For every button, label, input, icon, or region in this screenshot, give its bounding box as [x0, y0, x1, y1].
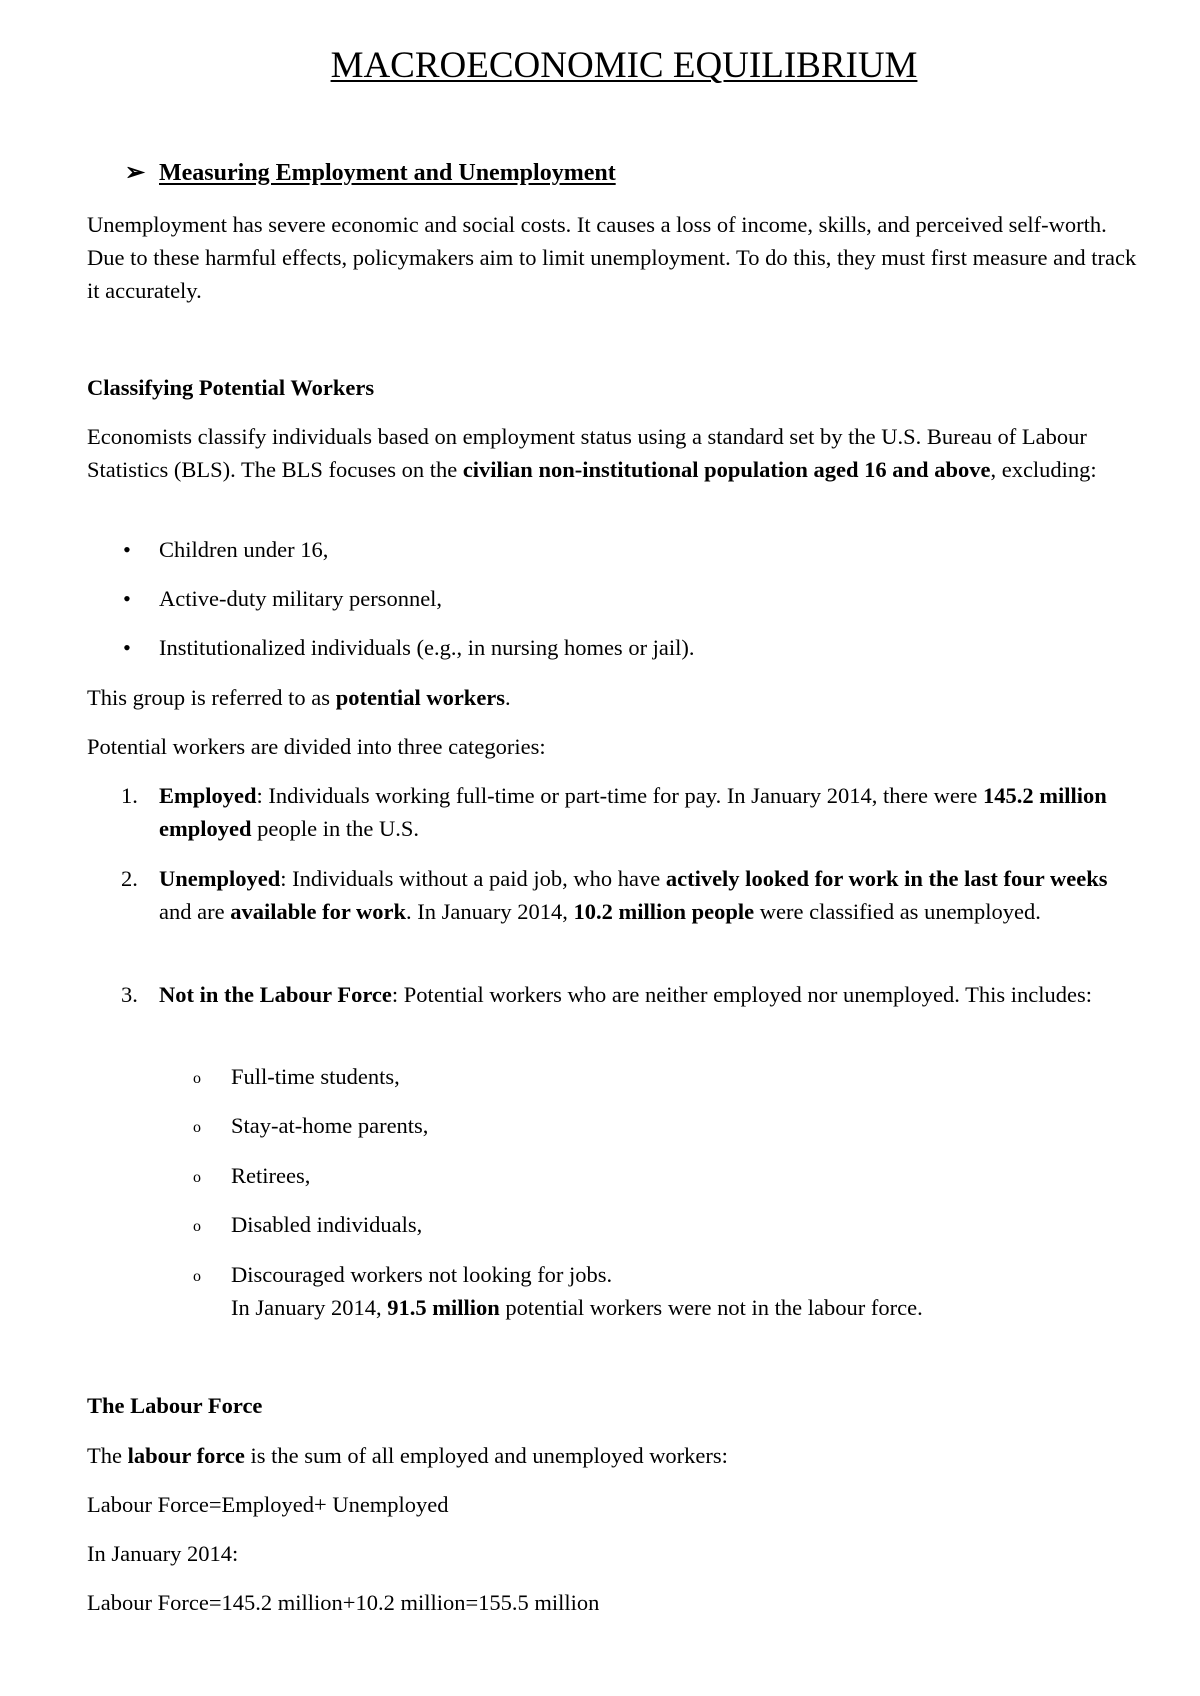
sub-list-item: o Retirees,	[193, 1159, 310, 1194]
circle-bullet-icon: o	[193, 1218, 201, 1236]
circle-bullet-icon: o	[193, 1169, 201, 1187]
arrow-bullet-icon: ➢	[125, 160, 146, 186]
potential-workers-term: potential workers	[335, 685, 506, 710]
circle-bullet-icon: o	[193, 1268, 201, 1286]
not-in-labour-force-summary: In January 2014, 91.5 million potential workers were not in the labour force.	[231, 1295, 923, 1320]
labour-force-formula: Labour Force=Employed+ Unemployed	[87, 1492, 449, 1517]
category-unemployed: 2. Unemployed: Individuals without a paid job, who have actively looked for work in the last four weeks and are available for work. In January 2014, 10.2 million people were classified as unemployed.	[121, 862, 1141, 928]
sub-list-item: o Stay-at-home parents,	[193, 1109, 428, 1144]
classifying-heading: Classifying Potential Workers	[87, 375, 375, 400]
sub-list-item: o Disabled individuals,	[193, 1208, 422, 1243]
list-number: 2.	[121, 866, 138, 891]
labour-force-definition: The labour force is the sum of all employed and unemployed workers:	[87, 1443, 728, 1468]
labour-force-term: labour force	[127, 1443, 245, 1468]
page-title: MACROECONOMIC EQUILIBRIUM	[330, 45, 918, 86]
exclusion-item: • Institutionalized individuals (e.g., in nursing homes or jail).	[123, 631, 695, 664]
category-label: Not in the Labour Force	[159, 982, 392, 1007]
classifying-paragraph: Economists classify individuals based on employment status using a standard set by the U.S. Bureau of Labour Statistics (BLS). The BLS focuses on the civilian non-institutional population aged 16 and above, excluding:	[87, 424, 1097, 482]
list-number: 1.	[121, 783, 138, 808]
categories-intro: Potential workers are divided into three categories:	[87, 734, 546, 759]
bullet-icon: •	[123, 537, 131, 562]
bullet-icon: •	[123, 586, 131, 611]
period-label: In January 2014:	[87, 1541, 239, 1566]
category-not-in-labour-force: 3. Not in the Labour Force: Potential workers who are neither employed nor unemployed. This includes:	[121, 978, 1141, 1011]
potential-workers-line: This group is referred to as potential workers.	[87, 685, 511, 710]
sub-list-item: o Discouraged workers not looking for jobs. In January 2014, 91.5 million potential workers were not in the labour force.	[193, 1262, 923, 1320]
labour-force-heading: The Labour Force	[87, 1393, 263, 1418]
category-label: Unemployed	[159, 866, 281, 891]
exclusion-item: • Active-duty military personnel,	[123, 582, 442, 615]
category-label: Employed	[159, 783, 257, 808]
sub-list-item: o Full-time students,	[193, 1060, 400, 1095]
circle-bullet-icon: o	[193, 1119, 201, 1137]
exclusion-item: • Children under 16,	[123, 533, 328, 566]
section-heading-text: Measuring Employment and Unemployment	[159, 160, 616, 186]
category-employed: 1. Employed: Individuals working full-time or part-time for pay. In January 2014, there were 145.2 million employed people in the U.S.	[121, 779, 1141, 845]
list-number: 3.	[121, 982, 138, 1007]
section-heading	[125, 158, 616, 188]
intro-paragraph: Unemployment has severe economic and social costs. It causes a loss of income, skills, and perceived self-worth. Due to these harmful effects, policymakers aim to limit unemployment. To do this, they must first measure and track it accurately.	[87, 212, 1137, 303]
bullet-icon: •	[123, 635, 131, 660]
circle-bullet-icon: o	[193, 1070, 201, 1088]
population-definition: civilian non-institutional population aged 16 and above	[462, 457, 991, 482]
labour-force-calculation: Labour Force=145.2 million+10.2 million=155.5 million	[87, 1590, 600, 1615]
